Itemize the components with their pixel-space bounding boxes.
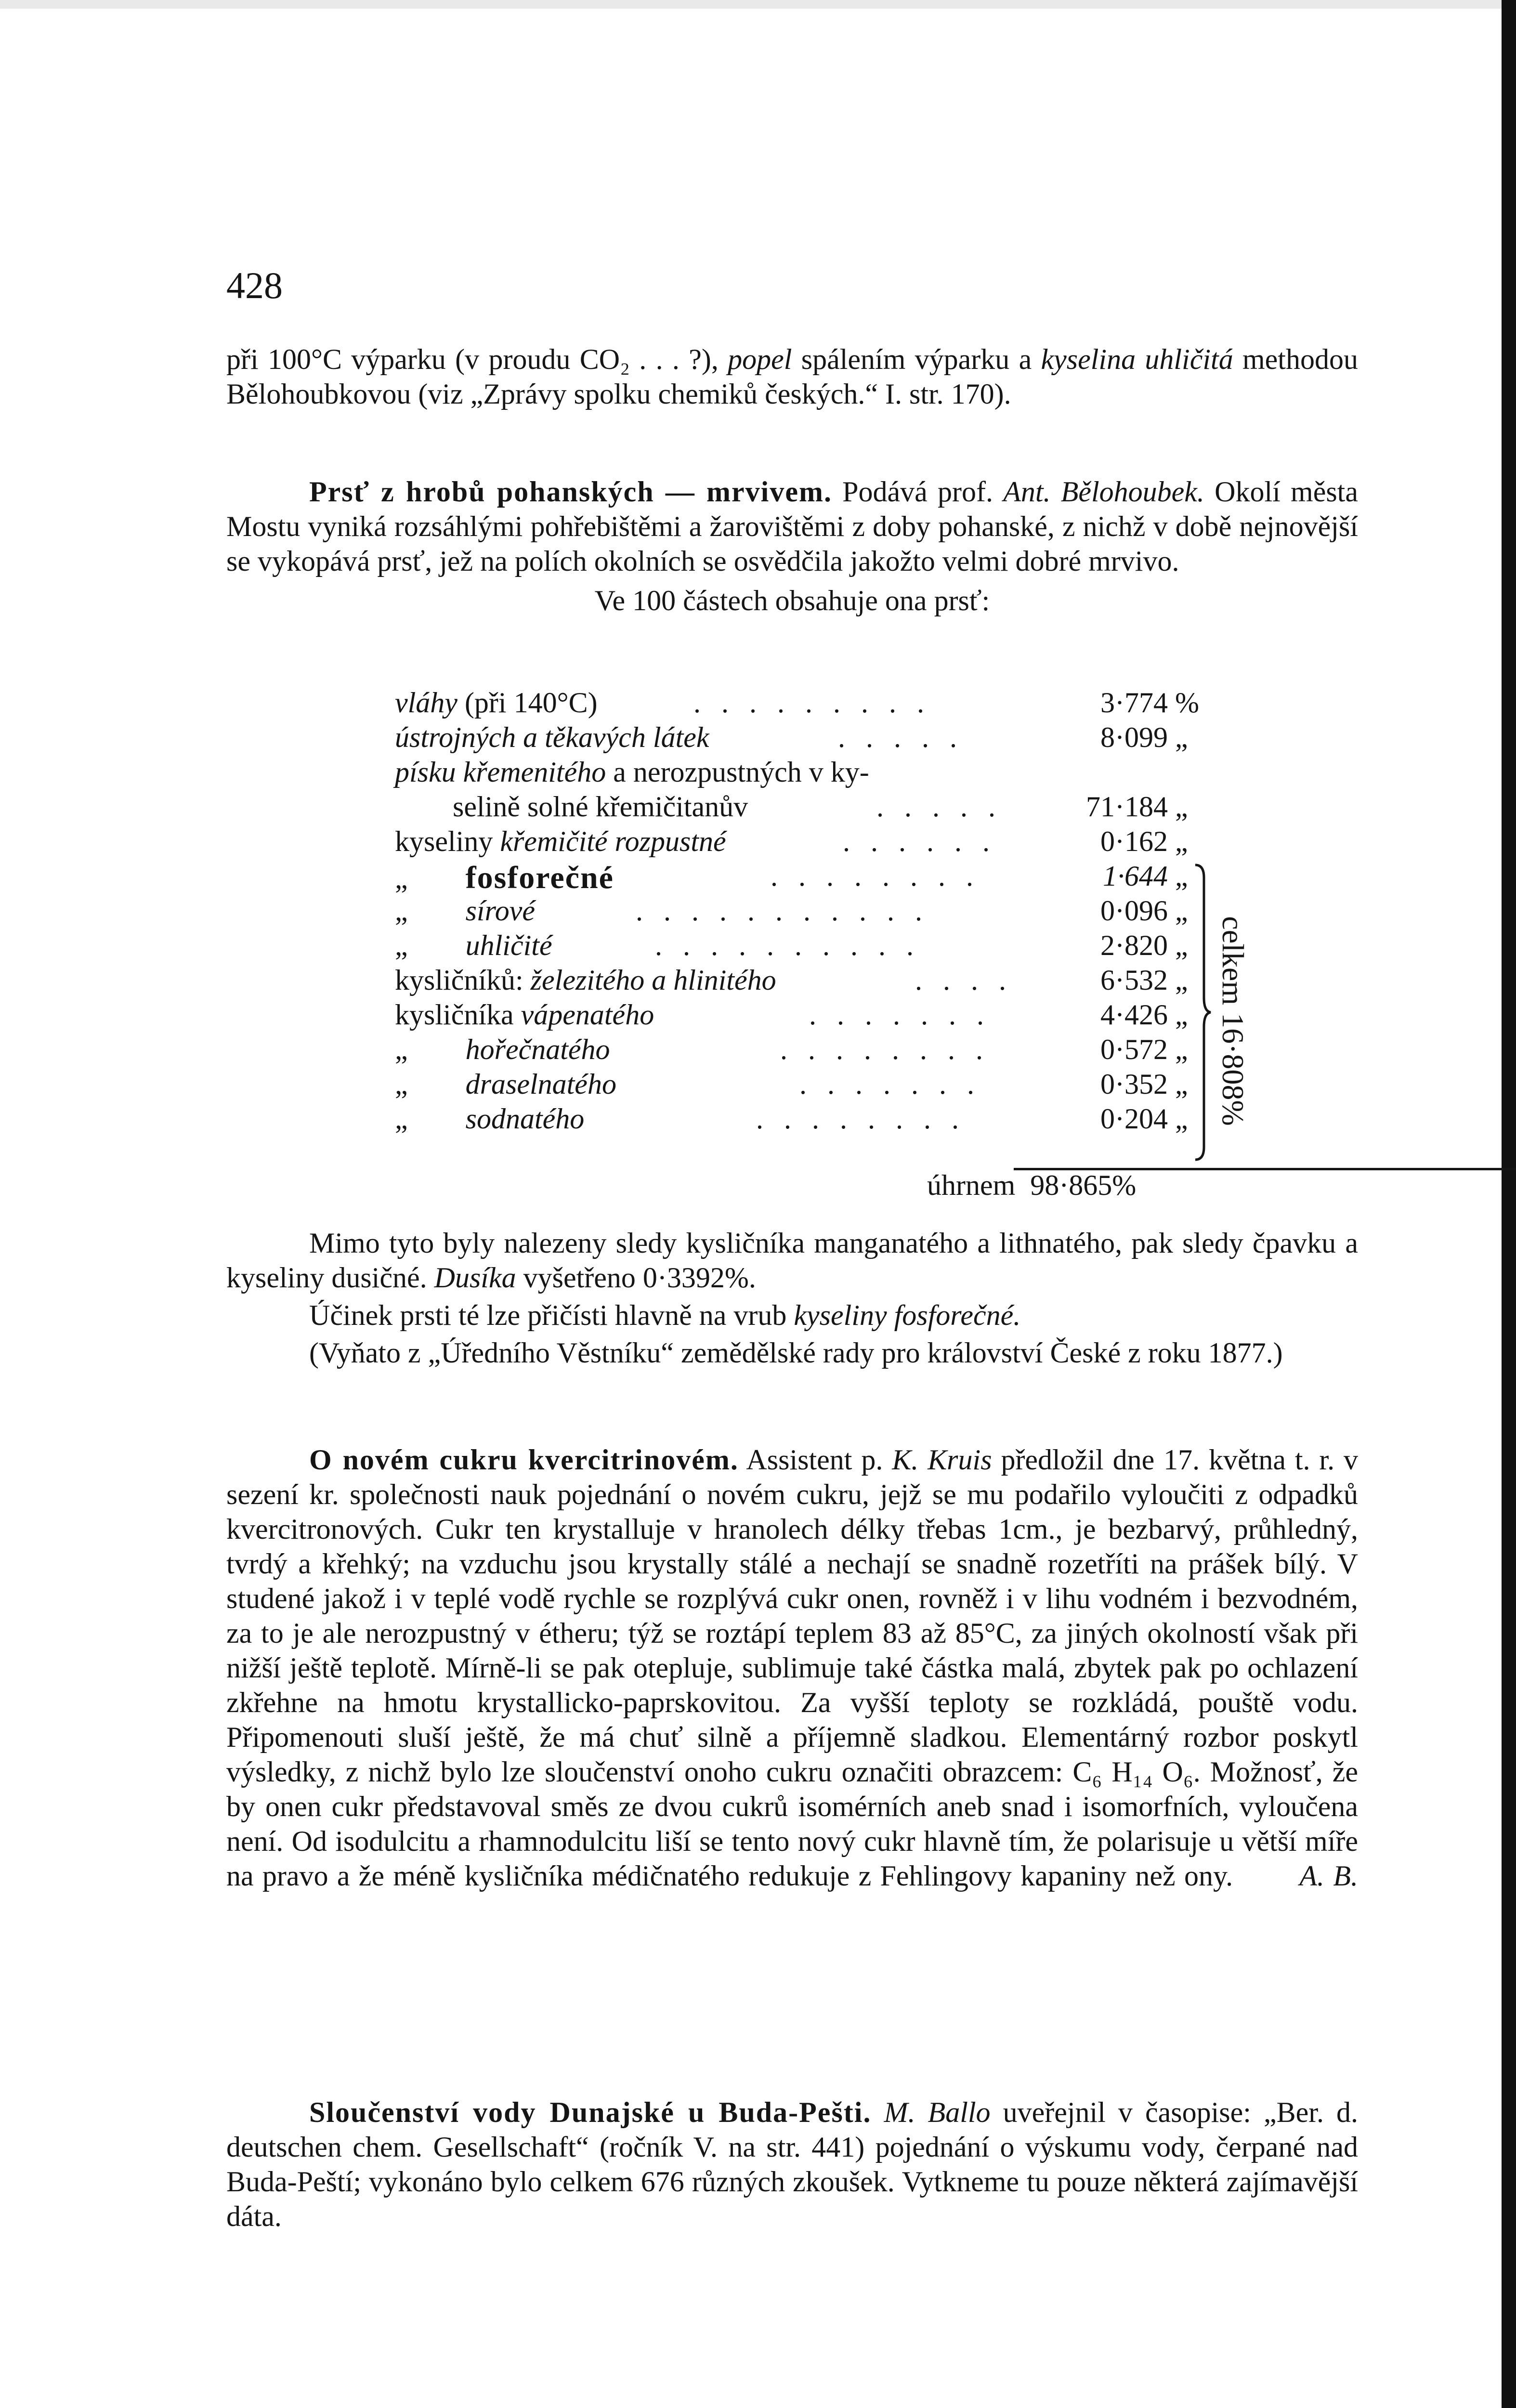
intro-popel: popel <box>728 343 792 375</box>
section-text: Podává prof. <box>832 476 1004 508</box>
row-unit: „ <box>1175 825 1188 857</box>
right-brace <box>1193 863 1213 1162</box>
table-row <box>395 998 1223 1033</box>
section-dunaj <box>226 2095 1358 2234</box>
table-row <box>395 721 1223 756</box>
row-label: selině solné křemičitanův <box>453 791 748 823</box>
leader-dots: . . . . <box>915 964 1013 996</box>
row-label: písku křemenitého <box>395 756 606 788</box>
row-unit: „ <box>1175 1034 1188 1065</box>
leader-dots: . . . . . . . . . <box>693 687 931 719</box>
row-label: „ <box>395 1068 408 1100</box>
row-label: (při 140°C) <box>457 687 598 719</box>
table-row <box>395 1033 1223 1068</box>
leader-dots: . . . . . . . . . . . <box>636 895 929 927</box>
row-value: 4·426 <box>1100 999 1168 1031</box>
row-label: „ <box>395 1103 408 1135</box>
row-unit: „ <box>1175 999 1188 1031</box>
subtotal-text: celkem 16·808% <box>1216 916 1250 1126</box>
row-label: hořečnatého <box>465 1034 610 1065</box>
leader-dots: . . . . . . . . <box>771 860 980 892</box>
intro-kyselina: kyselina uhličitá <box>1041 343 1233 375</box>
row-label: „ <box>395 929 408 961</box>
row-value: 0·162 <box>1100 825 1168 857</box>
section-title: O novém cukru kvercitrinovém. <box>309 1444 739 1476</box>
row-value: 0·204 <box>1100 1103 1168 1135</box>
table-row <box>395 686 1223 721</box>
row-label: fosforečné <box>465 860 614 895</box>
total-label: úhrnem <box>927 1169 1016 1201</box>
row-label: kysličníka <box>395 999 521 1031</box>
row-label: draselnatého <box>465 1068 616 1100</box>
scan-top-edge <box>0 0 1516 9</box>
row-unit: „ <box>1175 895 1188 927</box>
section-author: M. Ballo <box>884 2096 991 2128</box>
row-value: 6·532 <box>1100 964 1168 996</box>
source-note: (Vyňato z „Úředního Věstníku“ zemědělské rady pro království České z roku 1877.) <box>309 1337 1283 1369</box>
section-author: Ant. Bělohoubek. <box>1003 476 1204 508</box>
row-label: křemičité rozpustné <box>500 825 726 857</box>
section-title: Sloučenství vody Dunajské u Buda-Pešti. <box>309 2096 872 2128</box>
row-label: „ <box>395 863 408 894</box>
table-row <box>395 894 1223 929</box>
intro-text: při 100°C výparku (v proudu CO₂ . . . ?), <box>226 343 728 375</box>
paragraph-text: Účinek prsti té lze přičísti hlavně na vrub <box>309 1299 794 1331</box>
paragraph-text: Mimo tyto byly nalezeny sledy kysličníka manganatého a lithnatého, pak sledy čpavku a kyseliny dusičné. <box>226 1227 1358 1294</box>
intro-paragraph <box>226 342 1358 411</box>
row-unit: „ <box>1175 860 1188 892</box>
intro-text: spálením výparku a <box>792 343 1041 375</box>
row-label: a nerozpustných v ky- <box>606 756 869 788</box>
row-label: „ <box>395 895 408 927</box>
leader-dots: . . . . . . <box>843 825 996 857</box>
row-value: 1·644 <box>1103 860 1168 892</box>
kyseliny-fosforecne: kyseliny fosforečné. <box>794 1299 1021 1331</box>
row-label: uhličité <box>465 929 552 961</box>
row-label: vláhy <box>395 687 457 719</box>
section-text: Assistent p. <box>738 1444 892 1476</box>
section-author: K. Kruis <box>892 1444 992 1476</box>
leader-dots: . . . . . <box>876 791 1002 823</box>
row-label: sodnatého <box>465 1103 585 1135</box>
leader-dots: . . . . . . . <box>809 999 991 1031</box>
row-unit: „ <box>1175 964 1188 996</box>
row-label: „ <box>395 1034 408 1065</box>
row-label: kysličníků: <box>395 964 531 996</box>
intro-text: methodou Bělohoubkovou (viz „Zprávy spolku chemiků českých.“ I. str. 170). <box>226 343 1358 410</box>
row-label: sírové <box>465 895 536 927</box>
row-value: 0·352 <box>1100 1068 1168 1100</box>
table-row <box>395 860 1223 894</box>
section-text: uveřejnil v časopise: „Ber. d. deutschen chem. Gesellschaft“ (ročník V. na str. 441) pojednání o výskumu vody, čerpané nad Buda-Peští; vykonáno bylo celkem 676 různých zkoušek. Vytkneme tu pouze některá zajímavější dáta. <box>226 2096 1359 2232</box>
section-title: Prsť z hrobů pohanských — mrvivem. <box>309 476 832 508</box>
total-value: 98·865% <box>1030 1169 1137 1201</box>
dusika: Dusíka <box>434 1262 516 1294</box>
table-row <box>395 964 1223 998</box>
table-lead: Ve 100 částech obsahuje ona prsť: <box>594 585 990 616</box>
row-unit: „ <box>1175 929 1188 961</box>
row-unit: „ <box>1175 1068 1188 1100</box>
row-unit: „ <box>1175 791 1188 823</box>
table-row <box>395 929 1223 964</box>
scan-right-edge <box>1502 0 1516 2408</box>
row-label: kyseliny <box>395 825 500 857</box>
row-unit: „ <box>1175 1103 1188 1135</box>
section-text: předložil dne 17. května t. r. v sezení kr. společnosti nauk pojednání o novém cukru, jejž se mu podařilo vyloučiti z odpadků kvercitronových. Cukr ten krystalluje v hranolech délky třebas 1cm., je bezbarvý, průhledný, tvrdý a křehký; na vzduchu jsou krystally stálé a nechají se snadně rozetříti na prášek bílý. V studené jakož i v teplé vodě rychle se rozplývá cukr onen, rovněž i v lihu vodném i bezvodném, za to je ale nerozpustný v étheru; týž se roztápí teplem 83 až 85°C, za jiných okolností však při nižší ještě teplotě. Mírně-li se pak otepluje, sublimuje také částka malá, zbytek pak po ochlazení zkřehne na hmotu krystallicko-paprskovitou. Za vyšší teploty se rozkládá, pouště vodu. Připomenouti sluší ještě, že má chuť silně a příjemně sladkou. Elementárný rozbor poskytl výsledky, z nichž bylo lze sloučenství onoho cukru označiti obrazcem: C₆ H₁₄ O₆. Možnosť, že by onen cukr představoval směs ze dvou cukrů isomérních aneb snad i isomorfních, vyloučena není. Od isodulcitu a rhamnodulcitu liší se tento nový cukr hlavně tím, že polarisuje u větší míře na pravo a že méně kysličníka médičnatého redukuje z Fehlingovy kapaniny než ony. <box>226 1444 1358 1892</box>
leader-dots: . . . . . . . . <box>756 1103 966 1135</box>
row-label: ústrojných a těkavých látek <box>395 721 709 753</box>
signature: A. B. <box>1299 1860 1358 1892</box>
table-row <box>395 1102 1223 1137</box>
leader-dots: . . . . . <box>838 721 964 753</box>
paragraph-text: vyšetřeno 0·3392%. <box>516 1262 756 1294</box>
composition-table <box>395 686 1223 1201</box>
table-row <box>395 756 1223 790</box>
after-table-text <box>226 1226 1358 1370</box>
subtotal-vertical <box>1214 862 1252 1180</box>
row-value: 8·099 <box>1100 721 1168 753</box>
row-value: 0·572 <box>1100 1034 1168 1065</box>
row-unit: % <box>1175 687 1199 719</box>
page-number: 428 <box>226 264 283 306</box>
row-label: vápenatého <box>521 999 654 1031</box>
row-unit: „ <box>1175 721 1188 753</box>
total-row <box>927 1169 1136 1202</box>
table-row <box>395 1068 1223 1102</box>
section-cukr <box>226 1442 1358 1893</box>
section-prst <box>226 474 1358 618</box>
leader-dots: . . . . . . . <box>799 1068 981 1100</box>
row-value: 2·820 <box>1100 929 1168 961</box>
section-text: Okolí města Mostu vyniká rozsáhlými pohřebištěmi a žarovištěmi z doby pohanské, z nichž v době nejnovější se vykopává prsť, jež na polích okolních se osvědčila jakožto velmi dobré mrvivo. <box>226 476 1358 577</box>
row-value: 0·096 <box>1100 895 1168 927</box>
leader-dots: . . . . . . . . <box>780 1034 990 1065</box>
row-value: 3·774 <box>1100 687 1168 719</box>
row-label: železitého a hlinitého <box>530 964 776 996</box>
table-row <box>395 825 1223 860</box>
row-value: 71·184 <box>1086 791 1168 823</box>
table-row <box>395 790 1223 825</box>
leader-dots: . . . . . . . . . . <box>655 929 920 961</box>
